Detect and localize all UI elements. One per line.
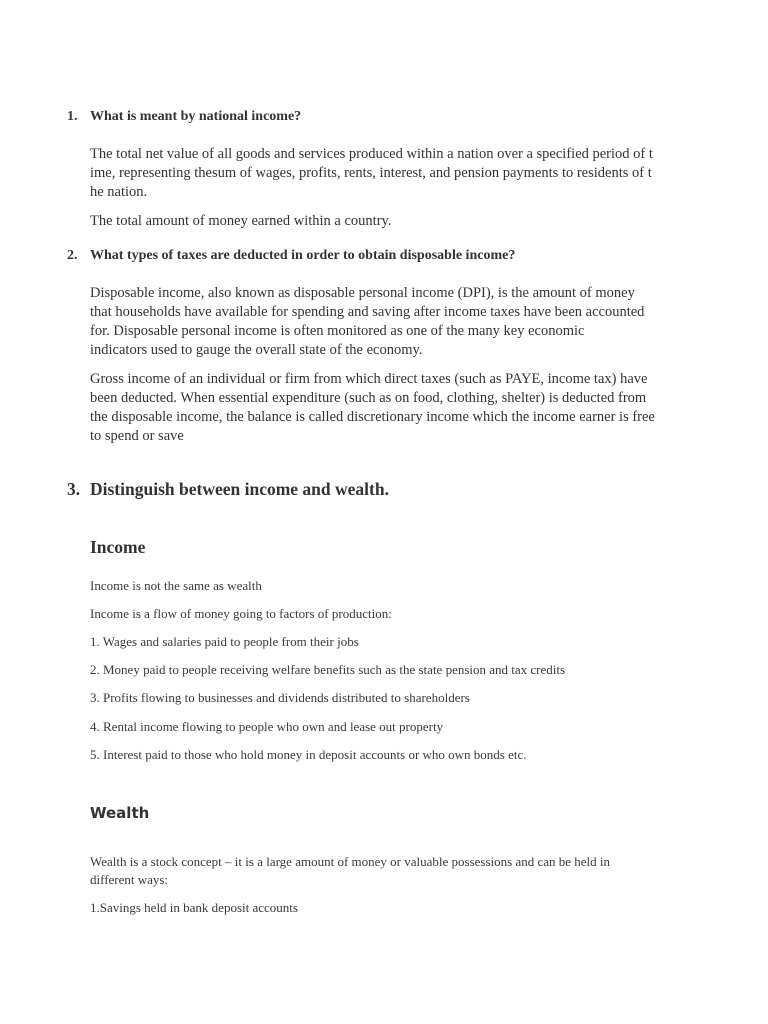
answer-1-paragraph [90, 145, 653, 202]
answer-2-line: to spend or save [90, 428, 184, 444]
income-list-item: 3. Profits flowing to businesses and dividends distributed to shareholders [90, 690, 470, 705]
wealth-heading: Wealth [90, 804, 150, 822]
wealth-line: Wealth is a stock concept – it is a large amount of money or valuable possessions and can be held in [90, 854, 611, 869]
income-list-item: 4. Rental income flowing to people who own and lease out property [90, 719, 444, 734]
wealth-list-item: 1.Savings held in bank deposit accounts [90, 900, 298, 915]
answer-1-line: he nation. [90, 184, 148, 200]
question-1-text: What is meant by national income? [90, 109, 302, 124]
question-3-number: 3. [67, 479, 81, 499]
answer-2-line: Gross income of an individual or firm from which direct taxes (such as PAYE, income tax) have [90, 371, 648, 387]
question-2-text: What types of taxes are deducted in order to obtain disposable income? [90, 248, 516, 263]
answer-2-line: that households have available for spending and saving after income taxes have been accounted [90, 304, 645, 320]
answer-2-line: indicators used to gauge the overall state of the economy. [90, 342, 423, 358]
question-1-number: 1. [67, 109, 78, 124]
answer-2-line: for. Disposable personal income is often monitored as one of the many key economic [90, 323, 585, 339]
income-line: Income is a flow of money going to factors of production: [90, 606, 392, 621]
answer-2-paragraph-1 [90, 284, 644, 360]
question-3-text: Distinguish between income and wealth. [90, 479, 389, 499]
income-list-item: 1. Wages and salaries paid to people from their jobs [90, 634, 359, 649]
income-list-item: 2. Money paid to people receiving welfare benefits such as the state pension and tax credits [90, 662, 566, 677]
answer-2-line: Disposable income, also known as disposable personal income (DPI), is the amount of money [90, 285, 635, 301]
wealth-line: different ways: [90, 872, 169, 887]
answer-2-line: been deducted. When essential expenditure (such as on food, clothing, shelter) is deducted from [90, 390, 647, 406]
answer-1-line: The total net value of all goods and services produced within a nation over a specified period of t [90, 146, 653, 162]
income-line: Income is not the same as wealth [90, 578, 262, 593]
income-list-item: 5. Interest paid to those who hold money in deposit accounts or who own bonds etc. [90, 747, 527, 762]
answer-2-paragraph-2 [90, 370, 655, 446]
income-heading: Income [90, 537, 146, 557]
wealth-paragraph [90, 853, 610, 889]
question-2-number: 2. [67, 248, 78, 263]
answer-1-paragraph-2: The total amount of money earned within a country. [90, 213, 392, 229]
answer-2-line: the disposable income, the balance is called discretionary income which the income earner is free [90, 409, 655, 425]
answer-1-line: ime, representing thesum of wages, profits, rents, interest, and pension payments to residents of t [90, 165, 652, 181]
